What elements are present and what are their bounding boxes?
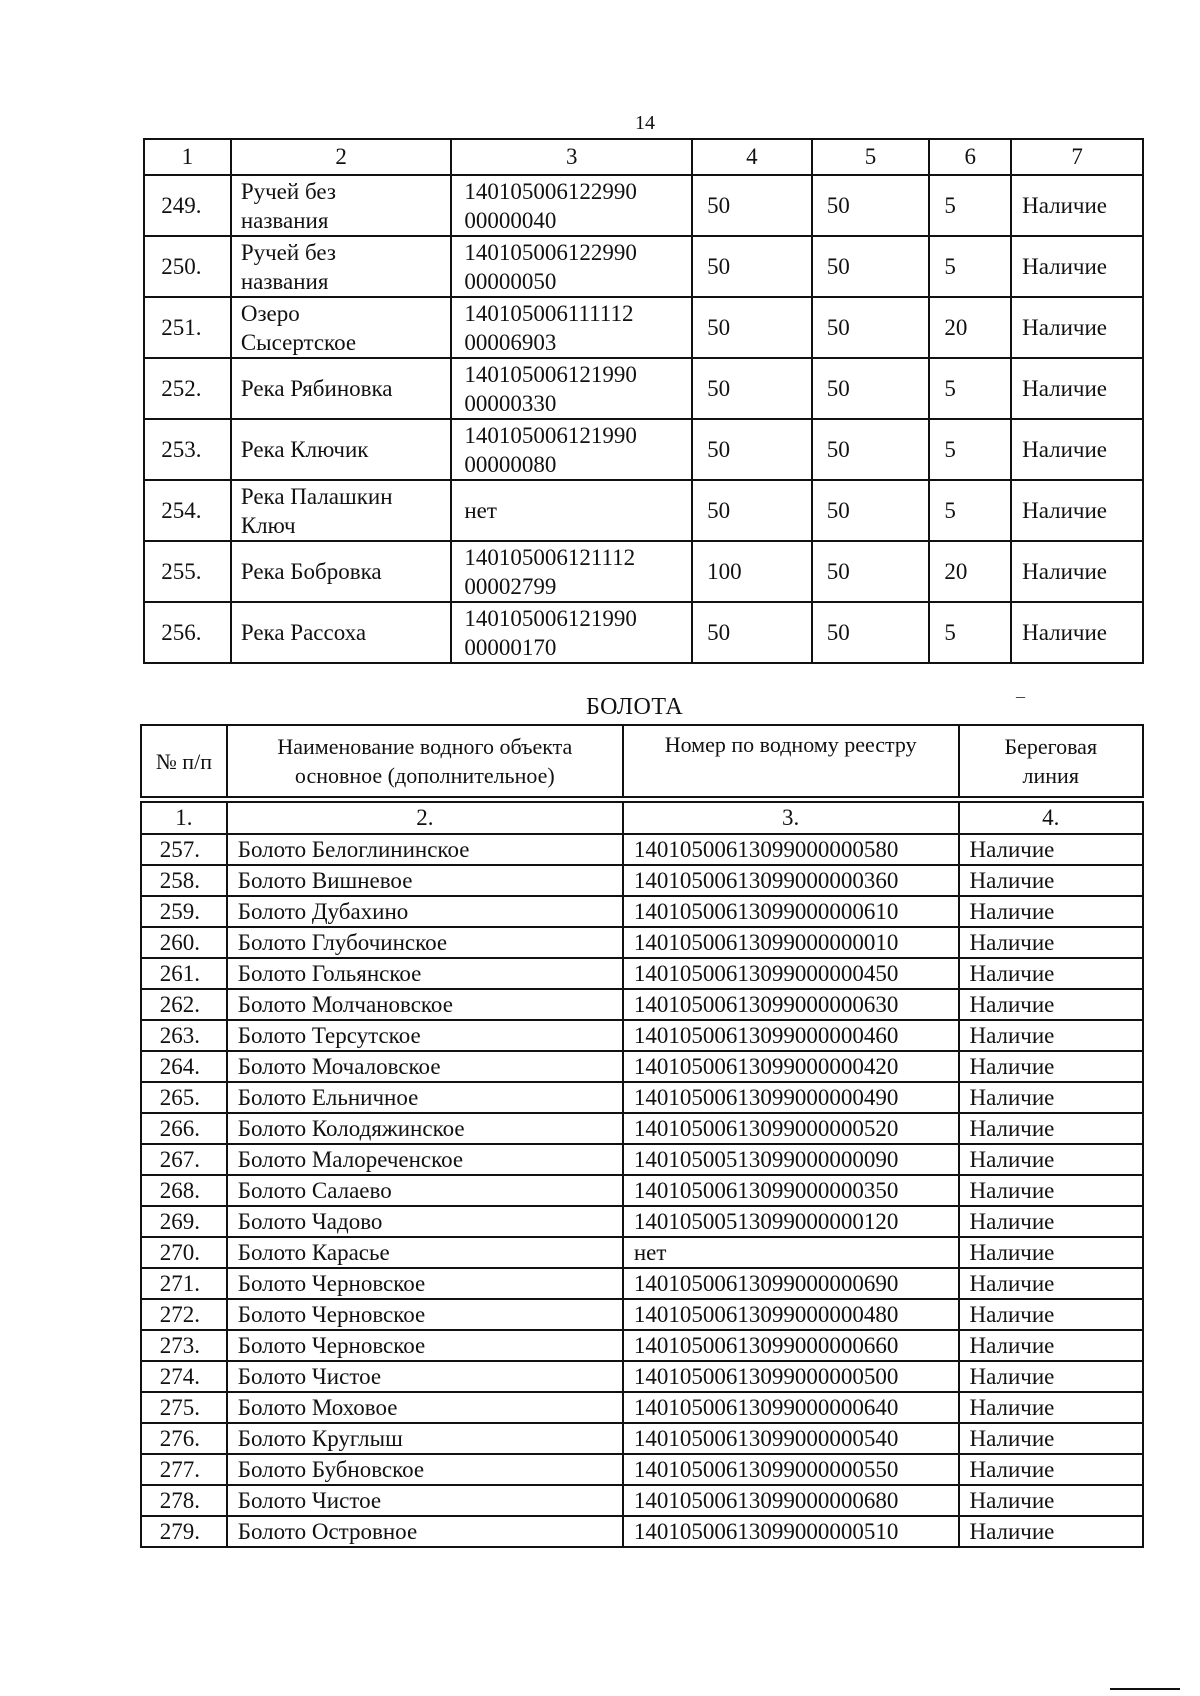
registry-code xyxy=(451,419,692,480)
rivers-header-row xyxy=(144,139,1143,175)
table-row xyxy=(144,541,1143,602)
column-number: 3 xyxy=(451,139,692,175)
object-name: Болото Терсутское xyxy=(227,1020,623,1051)
presence-cell: Наличие xyxy=(959,1330,1144,1361)
object-name xyxy=(231,358,452,419)
table-row xyxy=(144,175,1143,236)
column-number: 7 xyxy=(1011,139,1143,175)
object-name: Болото Чистое xyxy=(227,1361,623,1392)
registry-code-line: 140105006122990 xyxy=(464,178,637,204)
swamps-column-numbers xyxy=(141,802,1143,834)
object-name: Болото Молчановское xyxy=(227,989,623,1020)
row-number: 259. xyxy=(141,896,227,927)
registry-code: 14010500613099000000360 xyxy=(623,865,959,896)
object-name-line: Река Палашкин xyxy=(240,483,393,509)
registry-code: 14010500613099000000510 xyxy=(623,1516,959,1547)
value-cell: 50 xyxy=(692,236,812,297)
presence-cell: Наличие xyxy=(1011,236,1143,297)
row-number: 269. xyxy=(141,1206,227,1237)
registry-code xyxy=(451,236,692,297)
object-name xyxy=(231,541,452,602)
row-number: 274. xyxy=(141,1361,227,1392)
value-cell: 20 xyxy=(929,297,1011,358)
header-shore-line: линия xyxy=(1022,763,1079,788)
header-name xyxy=(227,725,623,797)
table-row xyxy=(141,1516,1143,1547)
registry-code-line: 00000170 xyxy=(464,634,557,660)
registry-code-line: 00000330 xyxy=(464,390,557,416)
registry-code xyxy=(451,297,692,358)
object-name: Болото Бубновское xyxy=(227,1454,623,1485)
object-name: Болото Белоглининское xyxy=(227,834,623,865)
object-name: Болото Ельничное xyxy=(227,1082,623,1113)
presence-cell: Наличие xyxy=(959,927,1144,958)
presence-cell: Наличие xyxy=(959,1485,1144,1516)
object-name: Болото Дубахино xyxy=(227,896,623,927)
column-number: 4 xyxy=(692,139,812,175)
column-number: 3. xyxy=(623,802,959,834)
row-number: 249. xyxy=(144,175,231,236)
table-row xyxy=(141,1268,1143,1299)
registry-code: 14010500613099000000010 xyxy=(623,927,959,958)
value-cell: 50 xyxy=(812,480,930,541)
presence-cell: Наличие xyxy=(959,1206,1144,1237)
object-name xyxy=(231,419,452,480)
object-name: Болото Гольянское xyxy=(227,958,623,989)
registry-code xyxy=(451,602,692,663)
registry-code: 14010500613099000000610 xyxy=(623,896,959,927)
table-row xyxy=(144,297,1143,358)
registry-code: 14010500613099000000550 xyxy=(623,1454,959,1485)
object-name-line: Ключ xyxy=(240,512,296,538)
table-row xyxy=(141,1361,1143,1392)
value-cell: 5 xyxy=(929,419,1011,480)
object-name: Болото Чистое xyxy=(227,1485,623,1516)
registry-code: 14010500613099000000540 xyxy=(623,1423,959,1454)
object-name-line: Ручей без xyxy=(240,239,336,265)
row-number: 263. xyxy=(141,1020,227,1051)
table-row xyxy=(141,1082,1143,1113)
presence-cell: Наличие xyxy=(959,1020,1144,1051)
object-name: Болото Вишневое xyxy=(227,865,623,896)
row-number: 272. xyxy=(141,1299,227,1330)
table-row xyxy=(141,1113,1143,1144)
row-number: 251. xyxy=(144,297,231,358)
object-name: Болото Глубочинское xyxy=(227,927,623,958)
value-cell: 50 xyxy=(692,175,812,236)
row-number: 279. xyxy=(141,1516,227,1547)
table-row xyxy=(141,834,1143,865)
table-row xyxy=(144,480,1143,541)
registry-code-line: 140105006121990 xyxy=(464,422,637,448)
object-name: Болото Карасье xyxy=(227,1237,623,1268)
registry-code: 14010500613099000000690 xyxy=(623,1268,959,1299)
table-row xyxy=(141,1175,1143,1206)
registry-code-line: 00000050 xyxy=(464,268,557,294)
row-number: 255. xyxy=(144,541,231,602)
value-cell: 50 xyxy=(812,236,930,297)
object-name: Болото Моховое xyxy=(227,1392,623,1423)
object-name-line: Озеро xyxy=(240,300,300,326)
table-row xyxy=(141,1485,1143,1516)
presence-cell: Наличие xyxy=(959,1051,1144,1082)
registry-code: нет xyxy=(623,1237,959,1268)
column-number: 4. xyxy=(959,802,1144,834)
row-number: 256. xyxy=(144,602,231,663)
table-row xyxy=(141,1051,1143,1082)
column-number: 2. xyxy=(227,802,623,834)
registry-code: 14010500613099000000640 xyxy=(623,1392,959,1423)
registry-code: 14010500613099000000460 xyxy=(623,1020,959,1051)
presence-cell: Наличие xyxy=(959,1299,1144,1330)
column-number: 5 xyxy=(812,139,930,175)
object-name: Болото Колодяжинское xyxy=(227,1113,623,1144)
presence-cell: Наличие xyxy=(959,1082,1144,1113)
table-row xyxy=(141,1392,1143,1423)
table-row xyxy=(141,865,1143,896)
row-number: 260. xyxy=(141,927,227,958)
value-cell: 50 xyxy=(692,480,812,541)
page-number: 14 xyxy=(635,112,655,134)
table-row xyxy=(141,896,1143,927)
value-cell: 50 xyxy=(812,358,930,419)
value-cell: 5 xyxy=(929,480,1011,541)
presence-cell: Наличие xyxy=(959,1454,1144,1485)
swamps-table xyxy=(140,724,1144,1548)
header-name-line: основное (дополнительное) xyxy=(294,763,555,788)
value-cell: 50 xyxy=(812,297,930,358)
object-name xyxy=(231,236,452,297)
registry-code-line: 140105006121990 xyxy=(464,361,637,387)
registry-code-line: 140105006121112 xyxy=(464,544,636,570)
value-cell: 100 xyxy=(692,541,812,602)
table-row xyxy=(141,1144,1143,1175)
row-number: 278. xyxy=(141,1485,227,1516)
row-number: 254. xyxy=(144,480,231,541)
registry-code-line: 140105006111112 xyxy=(464,300,634,326)
value-cell: 5 xyxy=(929,175,1011,236)
table-row xyxy=(141,958,1143,989)
row-number: 277. xyxy=(141,1454,227,1485)
object-name: Болото Чадово xyxy=(227,1206,623,1237)
object-name: Болото Малореченское xyxy=(227,1144,623,1175)
row-number: 267. xyxy=(141,1144,227,1175)
table-row xyxy=(144,419,1143,480)
presence-cell: Наличие xyxy=(959,1175,1144,1206)
registry-code: 14010500613099000000490 xyxy=(623,1082,959,1113)
object-name xyxy=(231,175,452,236)
registry-code: 14010500613099000000480 xyxy=(623,1299,959,1330)
registry-code xyxy=(451,480,692,541)
object-name: Болото Островное xyxy=(227,1516,623,1547)
row-number: 268. xyxy=(141,1175,227,1206)
header-shore xyxy=(959,725,1144,797)
row-number: 270. xyxy=(141,1237,227,1268)
value-cell: 50 xyxy=(692,358,812,419)
registry-code xyxy=(451,175,692,236)
table-row xyxy=(141,1330,1143,1361)
object-name xyxy=(231,480,452,541)
registry-code-line: 00006903 xyxy=(464,329,557,355)
presence-cell: Наличие xyxy=(959,1113,1144,1144)
column-number: 2 xyxy=(231,139,452,175)
table-row xyxy=(141,927,1143,958)
row-number: 252. xyxy=(144,358,231,419)
margin-mark: – xyxy=(1016,686,1025,706)
registry-code: 14010500613099000000520 xyxy=(623,1113,959,1144)
presence-cell: Наличие xyxy=(1011,480,1143,541)
registry-code: 14010500613099000000500 xyxy=(623,1361,959,1392)
value-cell: 5 xyxy=(929,602,1011,663)
registry-code: 14010500513099000000090 xyxy=(623,1144,959,1175)
header-number: № п/п xyxy=(141,725,227,797)
row-number: 276. xyxy=(141,1423,227,1454)
row-number: 250. xyxy=(144,236,231,297)
value-cell: 50 xyxy=(692,419,812,480)
row-number: 261. xyxy=(141,958,227,989)
registry-code: 14010500613099000000450 xyxy=(623,958,959,989)
value-cell: 20 xyxy=(929,541,1011,602)
row-number: 264. xyxy=(141,1051,227,1082)
object-name-line: Река Рассоха xyxy=(240,620,367,645)
row-number: 271. xyxy=(141,1268,227,1299)
row-number: 275. xyxy=(141,1392,227,1423)
row-number: 253. xyxy=(144,419,231,480)
presence-cell: Наличие xyxy=(959,1144,1144,1175)
header-name-line: Наименование водного объекта xyxy=(277,734,573,759)
presence-cell: Наличие xyxy=(959,1392,1144,1423)
value-cell: 50 xyxy=(812,602,930,663)
object-name xyxy=(231,602,452,663)
registry-code-line: 00000040 xyxy=(464,207,557,233)
object-name-line: названия xyxy=(240,207,329,233)
table-row xyxy=(144,602,1143,663)
row-number: 262. xyxy=(141,989,227,1020)
swamps-title: БОЛОТА xyxy=(586,694,684,720)
presence-cell: Наличие xyxy=(959,896,1144,927)
registry-code: 14010500613099000000420 xyxy=(623,1051,959,1082)
registry-code-line: 140105006121990 xyxy=(464,605,637,631)
row-number: 266. xyxy=(141,1113,227,1144)
row-number: 265. xyxy=(141,1082,227,1113)
row-number: 258. xyxy=(141,865,227,896)
registry-code: 14010500513099000000120 xyxy=(623,1206,959,1237)
object-name: Болото Черновское xyxy=(227,1299,623,1330)
swamps-header-row xyxy=(141,725,1143,797)
registry-code xyxy=(451,541,692,602)
object-name: Болото Черновское xyxy=(227,1268,623,1299)
presence-cell: Наличие xyxy=(1011,297,1143,358)
presence-cell: Наличие xyxy=(1011,419,1143,480)
value-cell: 50 xyxy=(692,297,812,358)
table-row xyxy=(144,236,1143,297)
presence-cell: Наличие xyxy=(959,1423,1144,1454)
table-row xyxy=(144,358,1143,419)
column-number: 1. xyxy=(141,802,227,834)
value-cell: 5 xyxy=(929,358,1011,419)
row-number: 273. xyxy=(141,1330,227,1361)
object-name-line: Река Ключик xyxy=(240,437,369,462)
object-name-line: Река Бобровка xyxy=(240,559,382,584)
table-row xyxy=(141,1206,1143,1237)
object-name: Болото Салаево xyxy=(227,1175,623,1206)
presence-cell: Наличие xyxy=(959,1516,1144,1547)
object-name: Болото Круглыш xyxy=(227,1423,623,1454)
object-name-line: названия xyxy=(240,268,329,294)
registry-code: 14010500613099000000350 xyxy=(623,1175,959,1206)
presence-cell: Наличие xyxy=(1011,358,1143,419)
divider xyxy=(1110,1688,1180,1690)
presence-cell: Наличие xyxy=(959,1268,1144,1299)
object-name-line: Река Рябиновка xyxy=(240,376,393,401)
column-number: 1 xyxy=(144,139,231,175)
header-code: Номер по водному реестру xyxy=(623,725,959,797)
object-name-line: Ручей без xyxy=(240,178,336,204)
row-number: 257. xyxy=(141,834,227,865)
registry-code-line: 140105006122990 xyxy=(464,239,637,265)
header-shore-line: Береговая xyxy=(1004,734,1098,759)
table-row xyxy=(141,989,1143,1020)
value-cell: 50 xyxy=(812,541,930,602)
presence-cell: Наличие xyxy=(959,989,1144,1020)
presence-cell: Наличие xyxy=(1011,541,1143,602)
object-name: Болото Мочаловское xyxy=(227,1051,623,1082)
presence-cell: Наличие xyxy=(959,958,1144,989)
presence-cell: Наличие xyxy=(1011,602,1143,663)
value-cell: 50 xyxy=(692,602,812,663)
table-row xyxy=(141,1299,1143,1330)
object-name-line: Сысертское xyxy=(240,329,357,355)
registry-code: 14010500613099000000580 xyxy=(623,834,959,865)
presence-cell: Наличие xyxy=(959,865,1144,896)
presence-cell: Наличие xyxy=(959,1237,1144,1268)
presence-cell: Наличие xyxy=(959,834,1144,865)
registry-code-line: 00002799 xyxy=(464,573,557,599)
table-row xyxy=(141,1237,1143,1268)
table-row xyxy=(141,1454,1143,1485)
column-number: 6 xyxy=(929,139,1011,175)
registry-code-line: 00000080 xyxy=(464,451,557,477)
value-cell: 50 xyxy=(812,175,930,236)
rivers-table xyxy=(143,138,1144,664)
presence-cell: Наличие xyxy=(1011,175,1143,236)
registry-code: 14010500613099000000680 xyxy=(623,1485,959,1516)
table-row xyxy=(141,1423,1143,1454)
presence-cell: Наличие xyxy=(959,1361,1144,1392)
registry-code-line: нет xyxy=(464,498,497,523)
registry-code: 14010500613099000000660 xyxy=(623,1330,959,1361)
value-cell: 50 xyxy=(812,419,930,480)
object-name: Болото Черновское xyxy=(227,1330,623,1361)
registry-code: 14010500613099000000630 xyxy=(623,989,959,1020)
table-row xyxy=(141,1020,1143,1051)
registry-code xyxy=(451,358,692,419)
value-cell: 5 xyxy=(929,236,1011,297)
object-name xyxy=(231,297,452,358)
